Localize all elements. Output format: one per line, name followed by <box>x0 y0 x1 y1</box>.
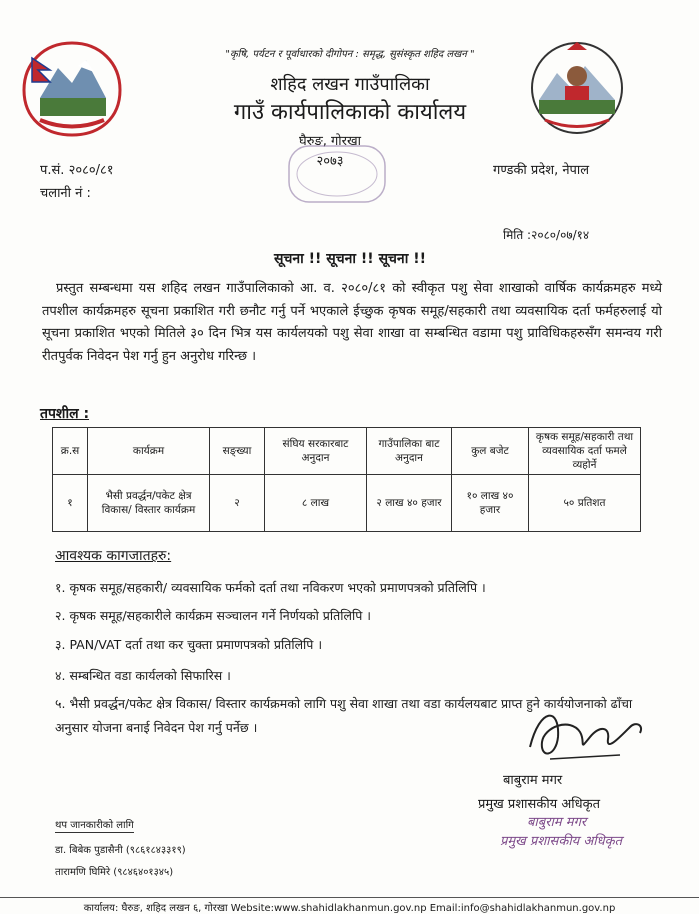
office-motto: "कृषि, पर्यटन र पूर्वाधारको दीगोपन : समृद्ध, सुसंस्कृत शहिद लखन " <box>225 49 475 60</box>
document-item-3: ३. PAN/VAT दर्ता तथा कर चुक्ता प्रमाणपत्रको प्रतिलिपि । <box>55 637 323 652</box>
handwritten-signature <box>520 697 650 769</box>
cell-group-contribution: ५० प्रतिशत <box>529 475 641 532</box>
document-item-1: १. कृषक समूह/सहकारी/ व्यवसायिक फर्मको दर्ता तथा नविकरण भएको प्रमाणपत्रको प्रतिलिपि । <box>55 580 486 595</box>
column-header-group-contribution: कृषक समूह/सहकारी तथा व्यवसायिक दर्ता फमले व्यहोर्ने <box>529 428 641 475</box>
office-address: घैरुङ, गोरखा <box>298 134 361 149</box>
document-item-2: २. कृषक समूह/सहकारीले कार्यक्रम सञ्चालन गर्ने निर्णयको प्रतिलिपि । <box>55 608 372 623</box>
documents-heading: आवश्यक कागजातहरु: <box>55 548 172 564</box>
province-address: गण्डकी प्रदेश, नेपाल <box>493 163 590 178</box>
dispatch-number: चलानी नं : <box>40 186 91 201</box>
notice-title: सूचना !! सूचना !! सूचना !! <box>274 251 426 267</box>
column-header-program: कार्यक्रम <box>88 428 210 475</box>
column-header-federal-grant: संघिय सरकारबाट अनुदान <box>265 428 367 475</box>
signer-name: बाबुराम मगर <box>503 773 563 788</box>
cell-serial: १ <box>53 475 88 532</box>
footer-address: कार्यालय: घैरुङ, शहिद लखन ६, गोरखा Website:www.shahidlakhanmun.gov.np Email:info@shahidlakhanmun.gov.np <box>0 897 699 914</box>
notice-body: प्रस्तुत सम्बन्धमा यस शहिद लखन गाउँपालिकाको आ. व. २०८०/८१ को स्वीकृत पशु सेवा शाखाको वार्षिक कार्यक्रमहरु मध्ये तपशील कार्यक्रमहरु सूचना प्रकाशित गरी छनौट गर्नु पर्ने भएकाले ईच्छुक कृषक समूह/सहकारी तथा व्यवसायिक दर्ता फर्महरुलाई यो सूचना प्रकाशित भएको मितिले ३० दिन भित्र यस कार्यलयको पशु सेवा शाखा वा सम्बन्धित वडामा पशु प्राविधिकहरुसँग समन्वय गरी रीतपुर्वक निवेदन पेश गर्नु हुन अनुरोध गरिन्छ । <box>42 281 662 364</box>
signer-title: प्रमुख प्रशासकीय अधिकृत <box>478 797 601 812</box>
cell-federal-grant: ८ लाख <box>265 475 367 532</box>
cell-program: भैसी प्रवर्द्धन/पकेट क्षेत्र विकास/ विस्तार कार्यक्रम <box>88 475 210 532</box>
column-header-municipal-grant: गाउँपालिका बाट अनुदान <box>367 428 452 475</box>
contact-person-2: तारामणि घिमिरे (९८४६४०१३४५) <box>55 867 174 878</box>
table-row <box>53 475 641 532</box>
reference-number: प.सं. २०८०/८१ <box>40 163 114 178</box>
column-header-total-budget: कुल बजेट <box>452 428 529 475</box>
signature-stamp-title: प्रमुख प्रशासकीय अधिकृत <box>500 834 623 849</box>
details-heading: तपशील : <box>40 406 90 422</box>
municipality-name: शहिद लखन गाउँपालिका <box>270 74 430 95</box>
establishment-year: २०७३ <box>316 154 344 169</box>
contact-heading: थप जानकारीको लागि <box>55 817 134 833</box>
document-item-5: ५. भैसी प्रवर्द्धन/पकेट क्षेत्र विकास/ विस्तार कार्यक्रमको लागि पशु सेवा शाखा तथा वडा कार्यलयबाट प्राप्त हुने कार्ययोजनाको ढाँचा अनुसार योजना बनाई निवेदन पेश गर्नु पर्नेछ । <box>55 696 633 735</box>
office-name: गाउँ कार्यपालिकाको कार्यालय <box>233 100 467 125</box>
nepal-emblem-logo <box>20 38 125 138</box>
cell-municipal-grant: २ लाख ४० हजार <box>367 475 452 532</box>
column-header-serial: क्र.स <box>53 428 88 475</box>
notice-date: मिति :२०८०/०७/१४ <box>503 228 590 242</box>
table-header-row <box>53 428 641 475</box>
signature-stamp-name: बाबुराम मगर <box>527 815 587 830</box>
contact-person-1: डा. बिबेक पुडासैनी (९८६१८४३३१९) <box>55 845 186 856</box>
cell-quantity: २ <box>210 475 265 532</box>
program-details-table <box>52 427 641 532</box>
cell-total-budget: १० लाख ४० हजार <box>452 475 529 532</box>
document-item-4: ४. सम्बन्धित वडा कार्यलको सिफारिस । <box>55 668 231 683</box>
column-header-quantity: सङ्ख्या <box>210 428 265 475</box>
office-stamp <box>285 140 390 208</box>
